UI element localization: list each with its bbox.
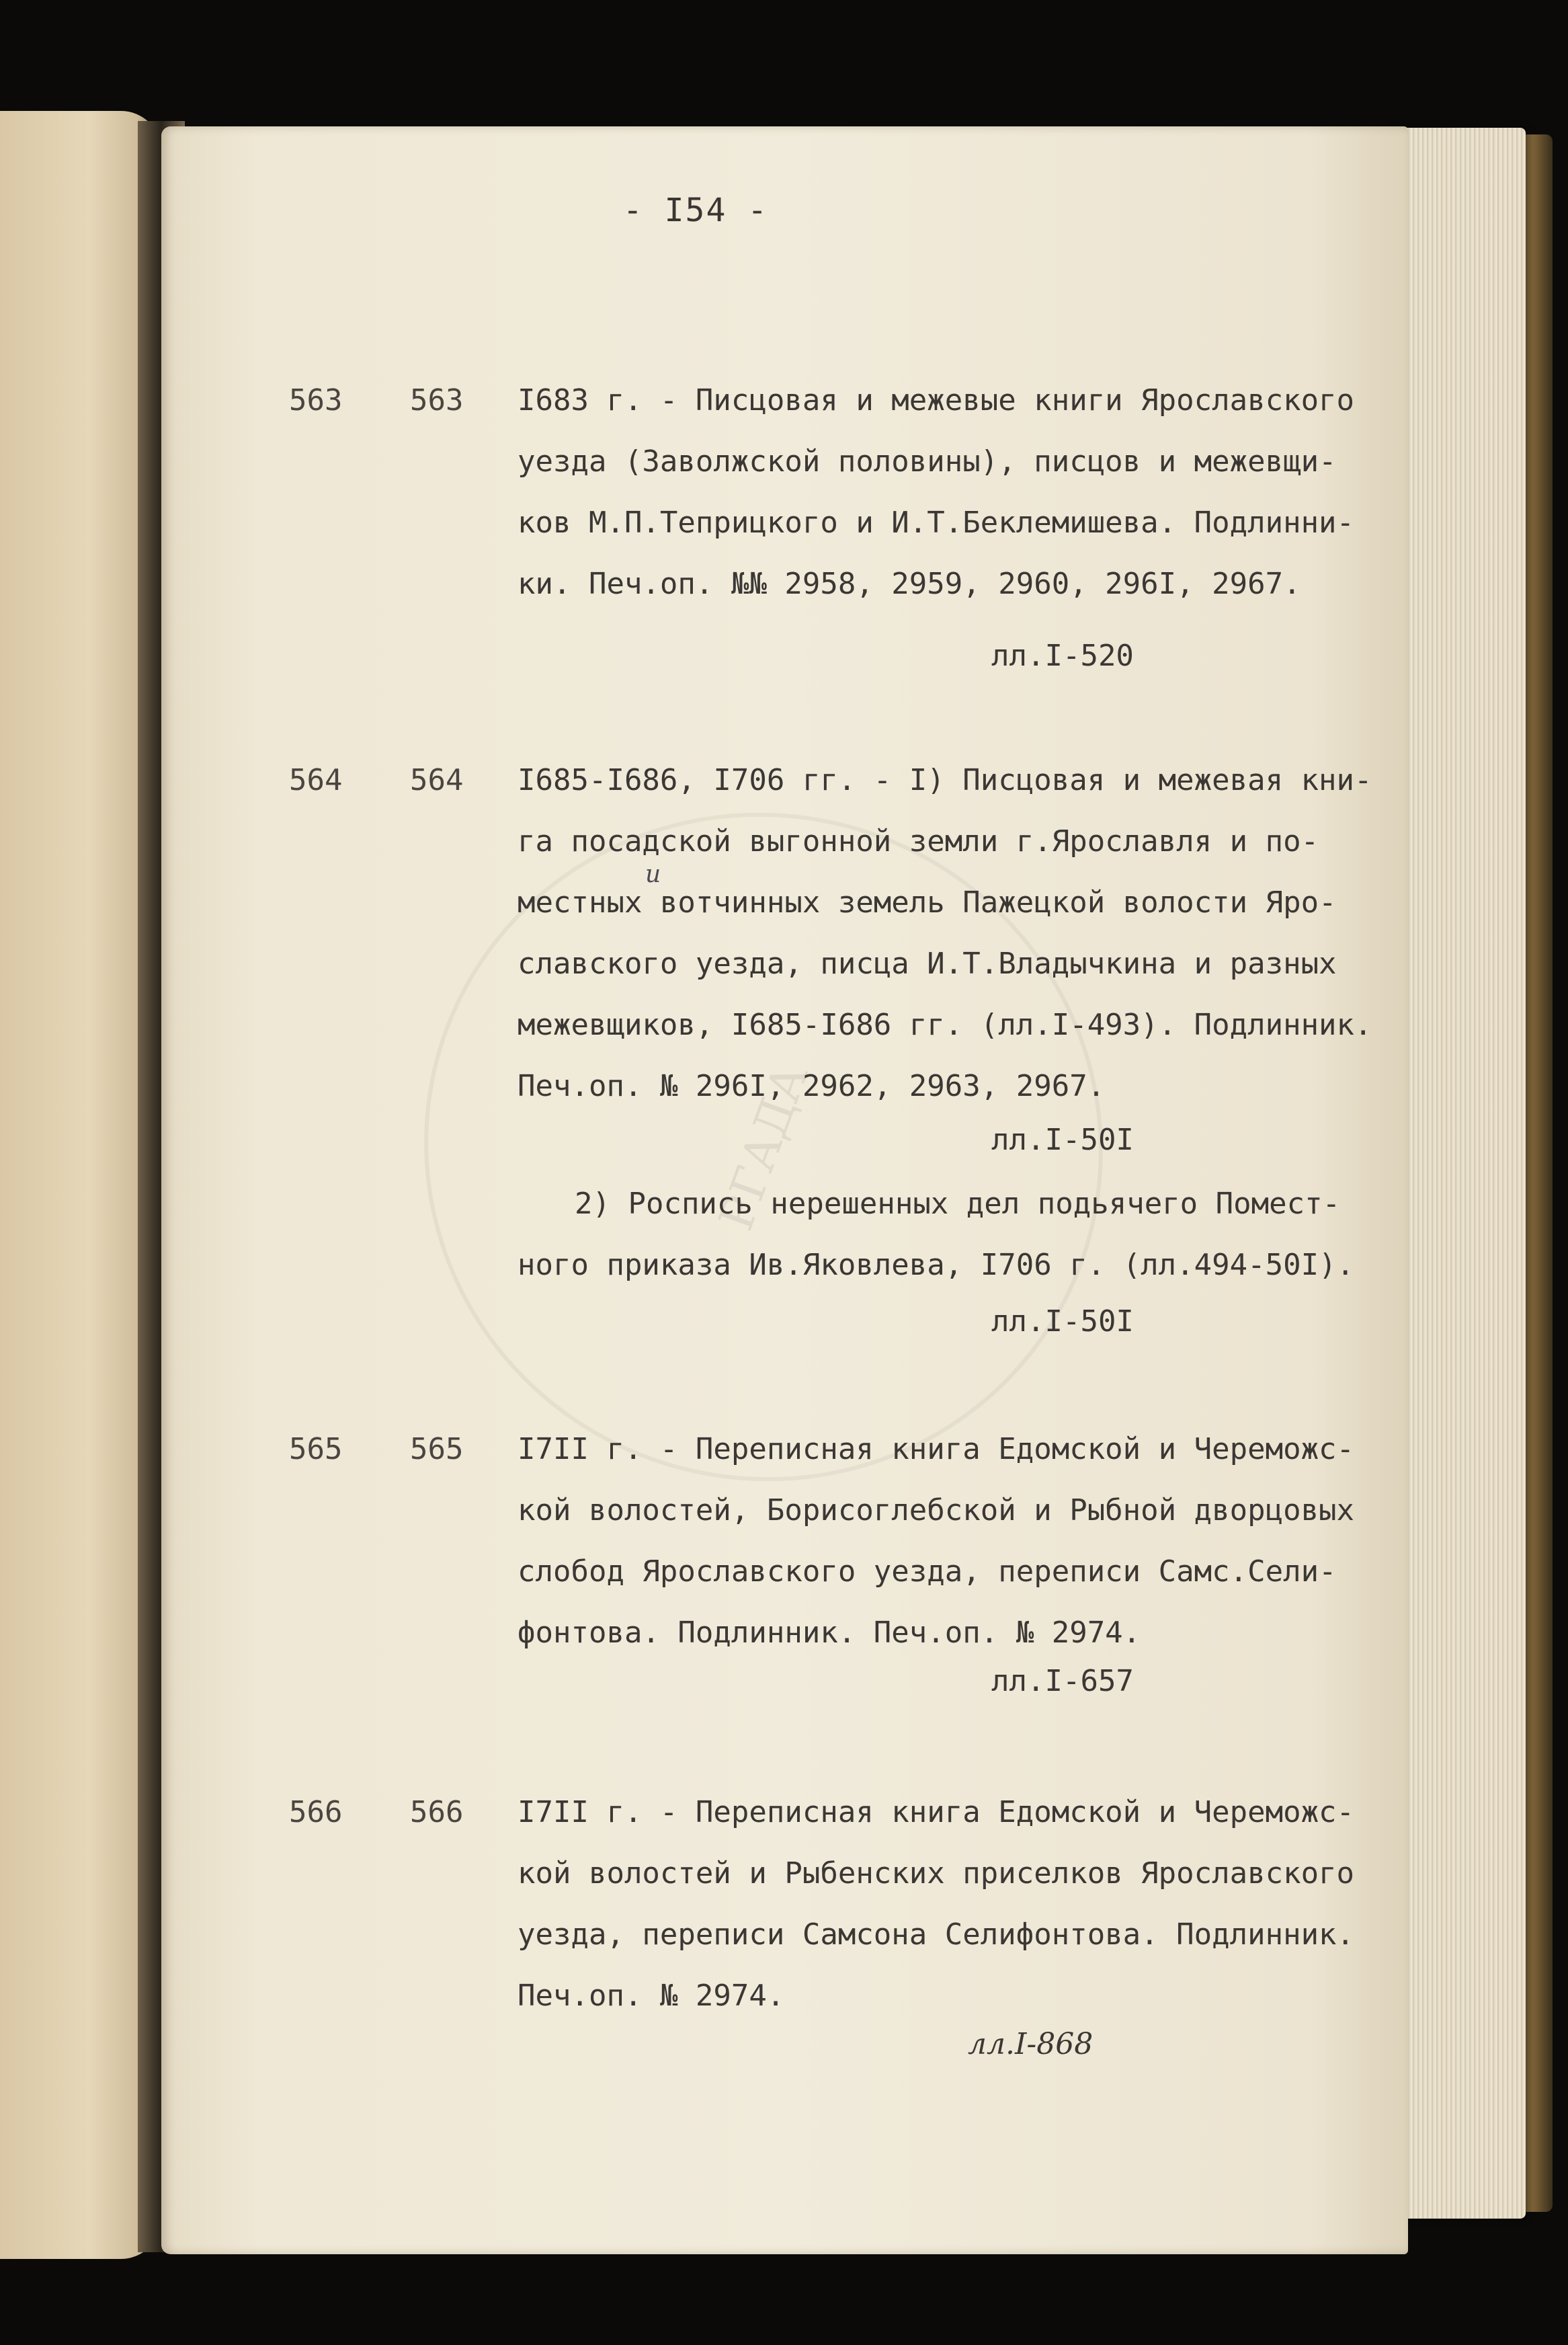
entry-text: I7II г. - Переписная книга Едомской и Череможс- кой волостей, Борисоглебской и Рыбной дворцовых слобод Ярославского уезда, переписи Самс.Сели- фонтова. Подлинник. Печ.оп. № 2974. bbox=[518, 1432, 1355, 1650]
entry-subitem-folio: лл.I-50I bbox=[991, 1304, 1134, 1339]
entry-text: I683 г. - Писцовая и межевые книги Ярославского уезда (Заволжской половины), писцов и межевщи- ков М.П.Теприцкого и И.Т.Беклемишева. Подлинни- ки. Печ.оп. №№ 2958, 2959, 2960, 296I, 2967. bbox=[518, 383, 1355, 601]
left-page-edge bbox=[0, 111, 161, 2259]
page-number: - I54 - bbox=[622, 192, 769, 229]
entry-number-secondary: 564 bbox=[410, 763, 464, 797]
entry-subitem-line: 2) Роспись нерешенных дел подьячего Помест- bbox=[575, 1187, 1341, 1221]
entry-subitem-line: ного приказа Ив.Яковлева, I706 г. (лл.494-50I). bbox=[518, 1248, 1355, 1282]
entry-text: I7II г. - Переписная книга Едомской и Череможс- кой волостей и Рыбенских приселков Ярославского уезда, переписи Самсона Селифонтова. Подлинник. Печ.оп. № 2974. bbox=[518, 1795, 1355, 2013]
entry-number-secondary: 563 bbox=[410, 383, 464, 418]
handwritten-insertion: и bbox=[645, 861, 661, 888]
entry-folio: лл.I-50I bbox=[991, 1123, 1134, 1157]
entry-number-secondary: 566 bbox=[410, 1795, 464, 1829]
entry-folio: лл.I-657 bbox=[991, 1664, 1134, 1698]
entry-number: 565 bbox=[289, 1432, 343, 1466]
entry-folio-handwritten: лл.I-868 bbox=[968, 2027, 1094, 2061]
entry-number: 566 bbox=[289, 1795, 343, 1829]
entry-number-secondary: 565 bbox=[410, 1432, 464, 1466]
entry-number: 563 bbox=[289, 383, 343, 418]
entry-text: I685-I686, I706 гг. - I) Писцовая и межевая кни- га посадской выгонной земли г.Ярославля и по- местных вотчинных земель Пажецкой волости Яро- славского уезда, писца И.Т.Владычкина и разных межевщиков, I685-I686 гг. (лл.I-493). Подлинник. Печ.оп. № 296I, 2962, 2963, 2967. bbox=[518, 763, 1372, 1103]
archive-stamp: РГАДА bbox=[330, 717, 1197, 1577]
entry-number: 564 bbox=[289, 763, 343, 797]
entry-folio: лл.I-520 bbox=[991, 639, 1134, 673]
